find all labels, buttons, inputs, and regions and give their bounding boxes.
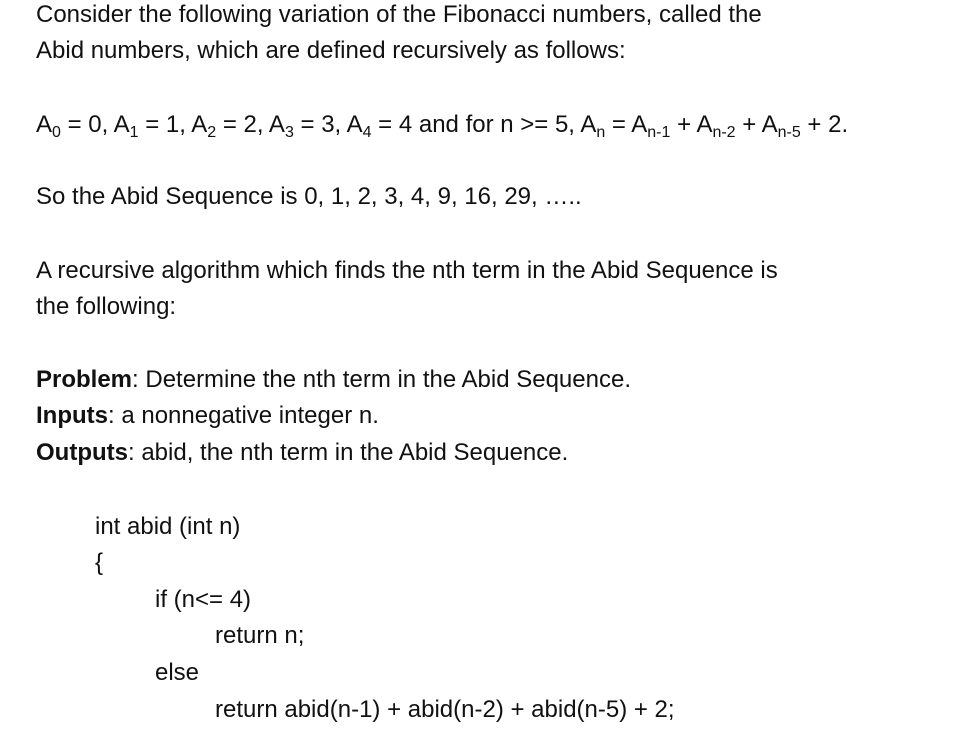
term-a1: $A_1 = 1$, bbox=[113, 111, 192, 141]
term-an: $A_n$ = bbox=[580, 111, 632, 141]
outputs-text: : abid, the nth term in the Abid Sequence. bbox=[127, 439, 569, 466]
term-an-2: $A_{n-2}$ + bbox=[696, 111, 762, 141]
code-if-line: if (n<= 4) bbox=[155, 586, 252, 613]
code-return-n: return n; bbox=[215, 622, 305, 649]
code-open-brace: { bbox=[95, 549, 104, 576]
intro-line-2: Abid numbers, which are defined recursively as follows: bbox=[36, 37, 626, 64]
problem-text: : Determine the nth term in the Abid Sequence. bbox=[132, 366, 631, 393]
problem-line bbox=[36, 366, 631, 394]
algorithm-intro-line-1: A recursive algorithm which finds the nth term in the Abid Sequence is bbox=[36, 257, 778, 284]
algorithm-intro-line-2: the following: bbox=[36, 293, 177, 320]
definition-line bbox=[36, 111, 848, 139]
inputs-line bbox=[36, 402, 379, 430]
code-signature: int abid (int n) bbox=[95, 513, 241, 540]
code-return-recursive: return abid(n-1) + abid(n-2) + abid(n-5) + 2; bbox=[215, 696, 675, 723]
outputs-line bbox=[36, 439, 568, 467]
inputs-text: : a nonnegative integer n. bbox=[108, 402, 379, 429]
term-an-1: $A_{n-1}$ + bbox=[631, 111, 697, 141]
term-a2: $A_2 = 2$, bbox=[191, 111, 269, 141]
term-a0: $A_0 = 0$, bbox=[36, 111, 114, 141]
outputs-label: Outputs bbox=[36, 439, 128, 466]
sequence-line: So the Abid Sequence is 0, 1, 2, 3, 4, 9, 16, 29, ….. bbox=[36, 183, 582, 210]
term-a3: $A_3 = 3$, bbox=[268, 111, 347, 141]
inputs-label: Inputs bbox=[36, 402, 108, 429]
problem-label: Problem bbox=[36, 366, 133, 393]
term-an-5: $A_{n-5} + 2$. bbox=[761, 111, 849, 141]
code-else-line: else bbox=[155, 659, 200, 686]
intro-line-1: Consider the following variation of the Fibonacci numbers, called the bbox=[36, 1, 762, 28]
term-a4: $A_4 = 4$ and for n >= 5, bbox=[346, 111, 581, 141]
